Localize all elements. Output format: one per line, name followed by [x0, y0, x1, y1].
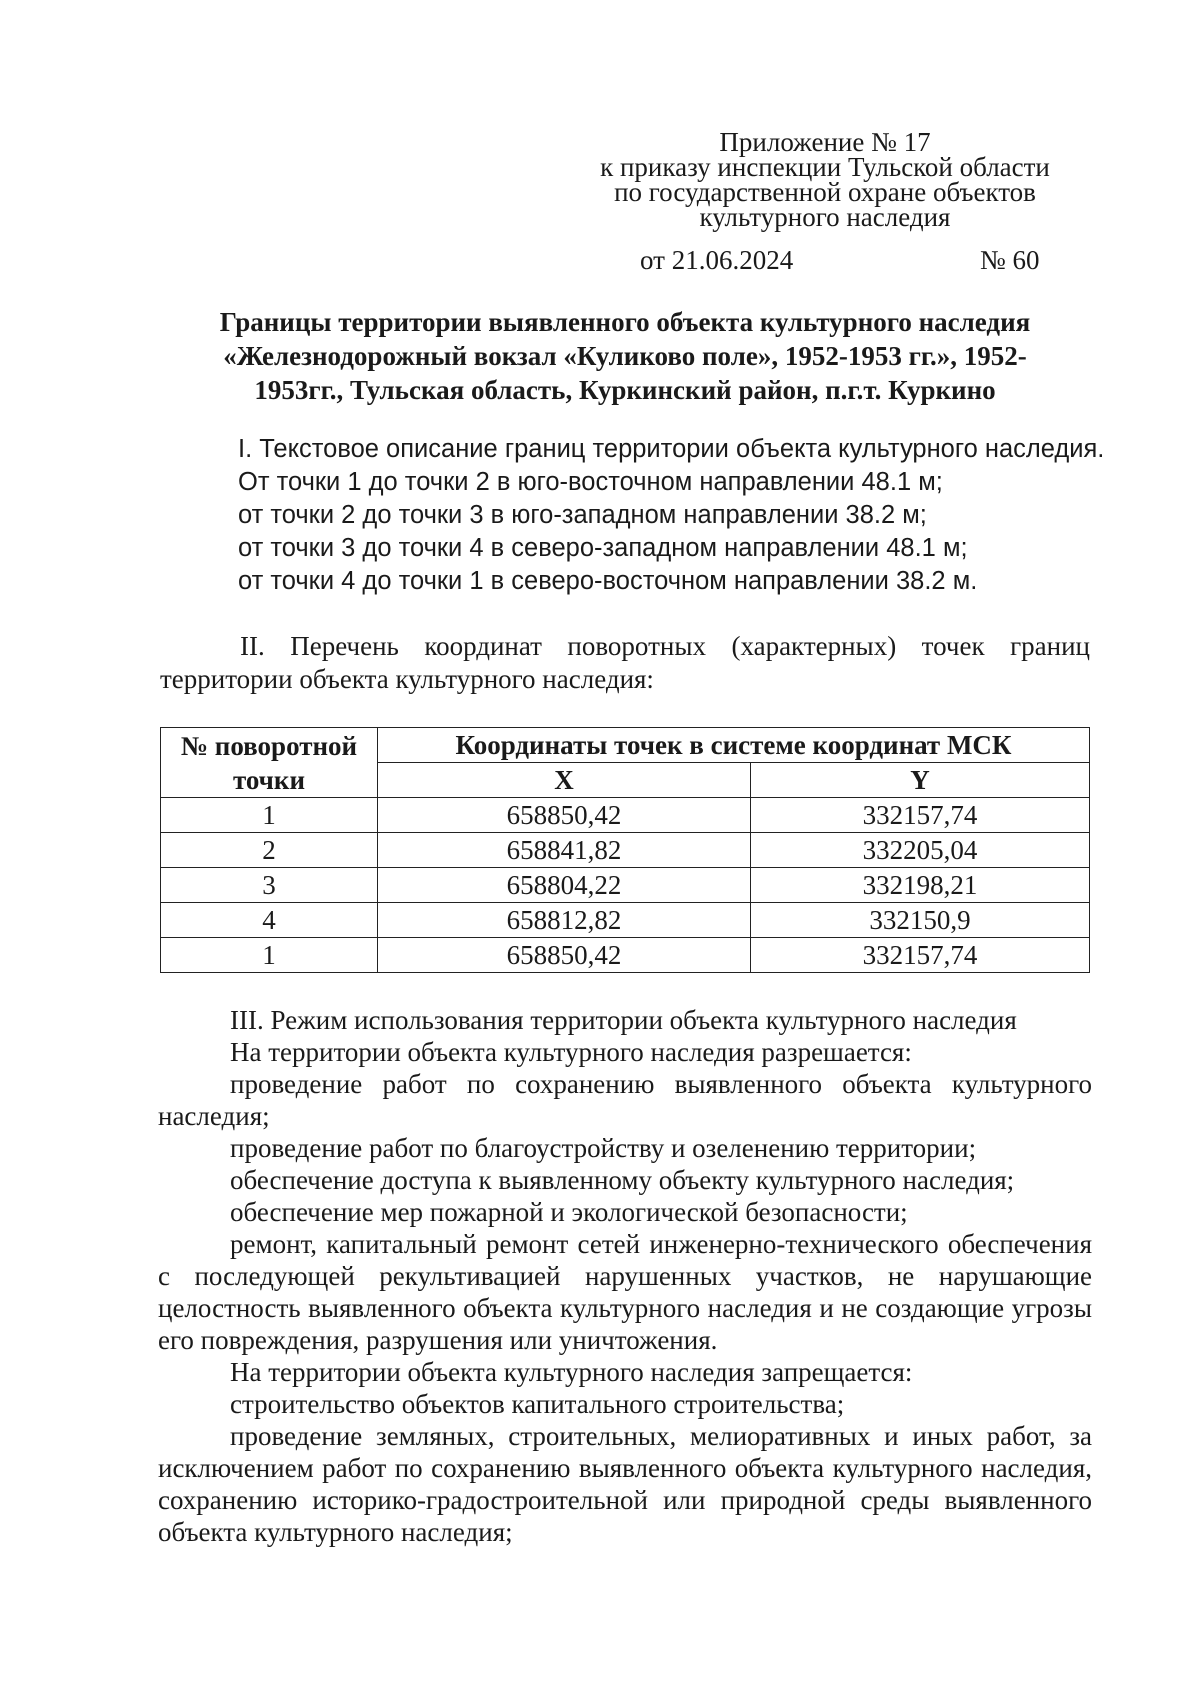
cell-point: 3 — [161, 868, 378, 903]
coordinates-section-heading — [160, 630, 1090, 696]
cell-x: 658804,22 — [378, 868, 751, 903]
boundary-segment: от точки 3 до точки 4 в северо-западном направлении 48.1 м; — [238, 534, 968, 562]
cell-point: 1 — [161, 798, 378, 833]
order-number: № 60 — [980, 245, 1040, 275]
appendix-line: Приложение № 17 — [719, 127, 931, 157]
allowed-item: проведение работ по благоустройству и озеленению территории; — [230, 1133, 977, 1163]
title-line: Границы территории выявленного объекта культурного наследия — [219, 307, 1031, 337]
section-heading-cont: территории объекта культурного наследия: — [160, 664, 654, 694]
column-header-x: X — [378, 763, 751, 798]
section-heading: I. Текстовое описание границ территории объекта культурного наследия. — [238, 435, 1105, 463]
column-header-y: Y — [751, 763, 1090, 798]
cell-y: 332150,9 — [751, 903, 1090, 938]
appendix-header — [560, 127, 1090, 232]
coordinates-table — [160, 727, 1090, 973]
cell-point: 4 — [161, 903, 378, 938]
table-row — [161, 903, 1090, 938]
order-date: от 21.06.2024 — [640, 245, 794, 275]
cell-y: 332205,04 — [751, 833, 1090, 868]
allowed-item: обеспечение мер пожарной и экологической безопасности; — [230, 1197, 908, 1227]
usage-regime-section — [158, 1004, 1092, 1548]
column-header-point: № поворотной точки — [161, 728, 378, 798]
cell-y: 332198,21 — [751, 868, 1090, 903]
column-header-coords: Координаты точек в системе координат МСК — [378, 728, 1090, 763]
boundary-segment: от точки 2 до точки 3 в юго-западном направлении 38.2 м; — [238, 501, 927, 529]
boundary-segment: от точки 4 до точки 1 в северо-восточном направлении 38.2 м. — [238, 567, 978, 595]
cell-y: 332157,74 — [751, 938, 1090, 973]
title-line: 1953гг., Тульская область, Куркинский район, п.г.т. Куркино — [254, 375, 996, 405]
cell-y: 332157,74 — [751, 798, 1090, 833]
table-row — [161, 938, 1090, 973]
appendix-line: культурного наследия — [699, 202, 951, 232]
table-row — [161, 868, 1090, 903]
cell-x: 658850,42 — [378, 938, 751, 973]
document-title — [160, 305, 1090, 407]
allowed-item: обеспечение доступа к выявленному объекту культурного наследия; — [230, 1165, 1015, 1195]
allowed-item: ремонт, капитальный ремонт сетей инженерно-технического обеспечения с последующей рекультивацией нарушенных участков, не нарушающие целостность выявленного объекта культурного наследия и не создающие угрозы его повреждения, разрушения или уничтожения. — [158, 1229, 1092, 1355]
cell-point: 2 — [161, 833, 378, 868]
forbidden-item: строительство объектов капитального строительства; — [230, 1389, 845, 1419]
cell-point: 1 — [161, 938, 378, 973]
appendix-line: к приказу инспекции Тульской области — [600, 152, 1050, 182]
section-heading: III. Режим использования территории объекта культурного наследия — [230, 1005, 1017, 1035]
cell-x: 658850,42 — [378, 798, 751, 833]
boundary-description-section — [238, 433, 1104, 598]
forbidden-item: проведение земляных, строительных, мелиоративных и иных работ, за исключением работ по сохранению выявленного объекта культурного наследия, сохранению историко-градостроительной или природной среды выявленного объекта культурного наследия; — [158, 1421, 1092, 1547]
title-line: «Железнодорожный вокзал «Куликово поле», 1952-1953 гг.», 1952- — [223, 341, 1027, 371]
forbidden-intro: На территории объекта культурного наследия запрещается: — [230, 1357, 913, 1387]
table-row — [161, 833, 1090, 868]
cell-x: 658841,82 — [378, 833, 751, 868]
section-heading: II. Перечень координат поворотных (характерных) точек границ — [240, 631, 1090, 661]
table-row — [161, 798, 1090, 833]
allowed-item: проведение работ по сохранению выявленного объекта культурного наследия; — [158, 1069, 1092, 1131]
appendix-line: по государственной охране объектов — [614, 177, 1036, 207]
allowed-intro: На территории объекта культурного наследия разрешается: — [230, 1037, 912, 1067]
boundary-segment: От точки 1 до точки 2 в юго-восточном направлении 48.1 м; — [238, 468, 943, 496]
cell-x: 658812,82 — [378, 903, 751, 938]
